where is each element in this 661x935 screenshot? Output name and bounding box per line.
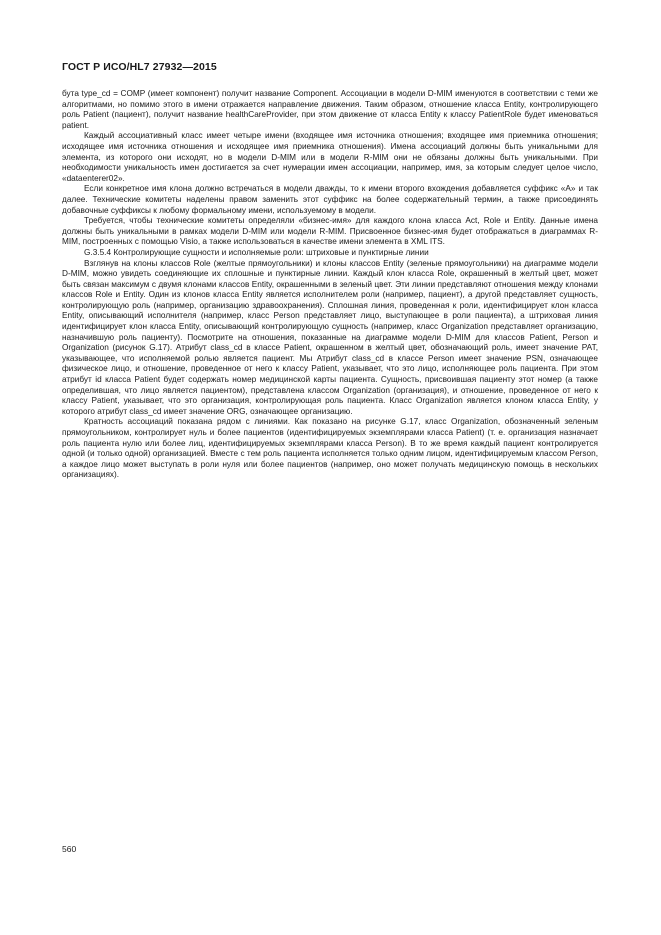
page-header-standard-code: ГОСТ Р ИСО/HL7 27932—2015 — [62, 61, 217, 73]
paragraph-association-class-names: Каждый ассоциативный класс имеет четыре имени (входящее имя источника отношения; входящее имя приемника отношения; исходящее имя источника отношения и исходящее имя приемника отношения). Имена ассоциаций должны быть уникальными для элемента, из которого они исходят, но в модели D-MIM или в модели R-MIM они не обязаны должны быть уникальными. При необходимости уникальность имен достигается за счет нумерации имен ассоциации, например, имя, за которым следует целое число, «dataenterer02». — [62, 131, 598, 183]
paragraph-clone-name-suffix: Если конкретное имя клона должно встречаться в модели дважды, то к имени второго вхождения добавляется суффикс «А» и так далее. Технические комитеты наделены правом заменить этот суффикс на более содержательный термин, а также присоединять добавочные суффиксы к любому формальному имени, используемому в модели. — [62, 184, 598, 215]
page-number: 560 — [62, 844, 77, 854]
paragraph-association-naming: бута type_cd = COMP (имеет компонент) получит название Component. Ассоциации в модели D-MIM именуются в соответствии с теми же алгоритмами, но помимо этого в имени отражается направление движения. Таким образом, отношение класса Entity, контролирующего роль Patient (пациент), получит название healthCareProvider, при этом движение от класса Entity к классу PatientRole будет именоваться patient. — [62, 89, 598, 130]
section-heading-g354: G.3.5.4 Контролирующие сущности и исполняемые роли: штриховые и пунктирные линии — [84, 247, 429, 257]
body-text — [62, 89, 598, 481]
paragraph-association-multiplicity: Кратность ассоциаций показана рядом с линиями. Как показано на рисунке G.17, класс Organization, обозначенный зеленым прямоугольником, контролирует нуль и более пациентов (идентифицируемых экземплярами класса Patient) (т. е. организация назначает роль пациента нулю или более лиц, идентифицируемых экземплярами класса Person). В то же время каждый пациент контролируется одной (и только одной) организацией. Вместе с тем роль пациента исполняется только одним лицом, идентифицируемым классом Person, а каждое лицо может выступать в роли нуля или более пациентов (например, оно может получать медицинскую помощь в нескольких организациях). — [62, 417, 598, 480]
paragraph-role-entity-lines: Взглянув на клоны классов Role (желтые прямоугольники) и клоны классов Entity (зеленые прямоугольники) на диаграмме модели D-MIM, можно увидеть соединяющие их сплошные и пунктирные линии. Каждый клон класса Role, окрашенный в желтый цвет, может быть связан максимум с двумя клонами классов Entity, окрашенными в зеленый цвет. Эти линии представляют отношения между клонами классов Role и Entity. Один из клонов класса Entity является исполнителем роли (например, пациент), а другой представляет сущность, контролирующую роль (например, организацию здравоохранения). Сплошная линия, проведенная к роли, идентифицирует клон класса Entity, описывающий исполнителя (например, класс Person представляет лицо, выступающее в роли пациента), а штриховая линия идентифицирует клон класса Entity, описывающий контролирующую сущность (например, класс Organization представляет организацию, назначившую роль пациенту). Посмотрите на отношения, показанные на диаграмме модели D-MIM для классов Patient, Person и Organization (рисунок G.17). Атрибут class_cd в классе Patient, окрашенном в желтый цвет, обозначающий роль, имеет значение PAT, указывающее, что исполняемой ролью является пациент. Мы Атрибут class_cd в классе Person имеет значение PSN, означающее физическое лицо, и отношение, проведенное от него к классу Patient, указывает, что это лицо, исполняющее роль пациента. При этом атрибут id класса Patient будет содержать номер медицинской карты пациента. Сущность, присвоившая пациенту этот номер (а также определившая, что лицо является пациентом), представлена классом Organization (организация), и отношение, проведенное от него к классу Patient, указывает, что это организация, контролирующая роль пациента. Класс Organization является клоном класса Entity, у которого атрибут class_cd имеет значение ORG, означающее организацию. — [62, 258, 598, 416]
paragraph-business-name: Требуется, чтобы технические комитеты определяли «бизнес-имя» для каждого клона класса Act, Role и Entity. Данные имена должны быть уникальными в рамках модели D-MIM или модели R-MIM. Присвоенное бизнес-имя будет отображаться в диаграммах R-MIM, построенных с помощью Visio, а также использоваться в качестве имени элемента в XML ITS. — [62, 216, 598, 247]
